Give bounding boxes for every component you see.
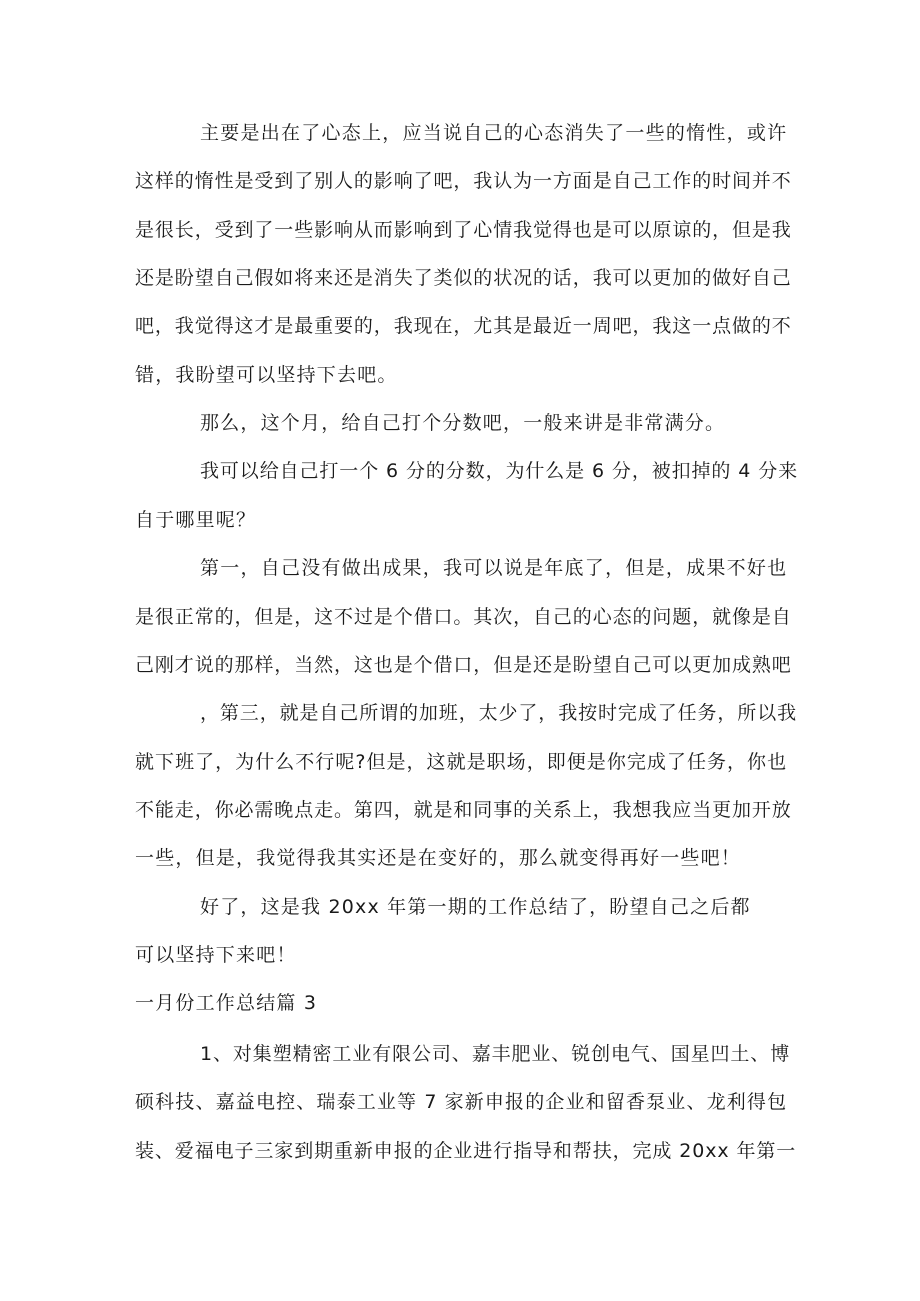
paragraph-line: ，第三，就是自己所谓的加班，太少了，我按时完成了任务，所以我 xyxy=(200,702,798,724)
paragraph-line: 还是盼望自己假如将来还是消失了类似的状况的话，我可以更加的做好自己 xyxy=(135,267,792,289)
paragraph-line: 这样的惰性是受到了别人的影响了吧，我认为一方面是自己工作的时间并不 xyxy=(135,170,792,192)
paragraph-line: 一些，但是，我觉得我其实还是在变好的，那么就变得再好一些吧！ xyxy=(135,847,742,869)
paragraph-line: 装、爱福电子三家到期重新申报的企业进行指导和帮扶，完成 20xx 年第一 xyxy=(135,1140,797,1162)
paragraph-line: 硕科技、嘉益电控、瑞泰工业等 7 家新申报的企业和留香泵业、龙利得包 xyxy=(135,1091,787,1113)
paragraph-line: 1、对集塑精密工业有限公司、嘉丰肥业、锐创电气、国星凹土、博 xyxy=(200,1043,791,1065)
paragraph-line: 好了，这是我 20xx 年第一期的工作总结了，盼望自己之后都 xyxy=(200,896,751,918)
section-heading: 一月份工作总结篇 3 xyxy=(135,992,318,1014)
paragraph-line: 自于哪里呢？ xyxy=(135,509,257,531)
paragraph-line: 吧，我觉得这才是最重要的，我现在，尤其是最近一周吧，我这一点做的不 xyxy=(135,315,792,337)
paragraph-line: 主要是出在了心态上，应当说自己的心态消失了一些的惰性，或许 xyxy=(200,122,787,144)
paragraph-line: 我可以给自己打一个 6 分的分数，为什么是 6 分，被扣掉的 4 分来 xyxy=(200,460,799,482)
paragraph-line: 可以坚持下来吧！ xyxy=(135,944,297,966)
paragraph-line: 那么，这个月，给自己打个分数吧，一般来讲是非常满分。 xyxy=(200,412,726,434)
paragraph-line: 是很正常的，但是，这不过是个借口。其次，自己的心态的问题，就像是自 xyxy=(135,606,792,628)
paragraph-line: 错，我盼望可以坚持下去吧。 xyxy=(135,364,398,386)
paragraph-line: 己刚才说的那样，当然，这也是个借口，但是还是盼望自己可以更加成熟吧 xyxy=(135,654,792,676)
paragraph-line: 不能走，你必需晚点走。第四，就是和同事的关系上，我想我应当更加开放 xyxy=(135,799,792,821)
paragraph-line: 第一，自己没有做出成果，我可以说是年底了，但是，成果不好也 xyxy=(200,557,787,579)
paragraph-line: 就下班了，为什么不行呢?但是，这就是职场，即便是你完成了任务，你也 xyxy=(135,751,787,773)
paragraph-line: 是很长，受到了一些影响从而影响到了心情我觉得也是可以原谅的，但是我 xyxy=(135,219,792,241)
